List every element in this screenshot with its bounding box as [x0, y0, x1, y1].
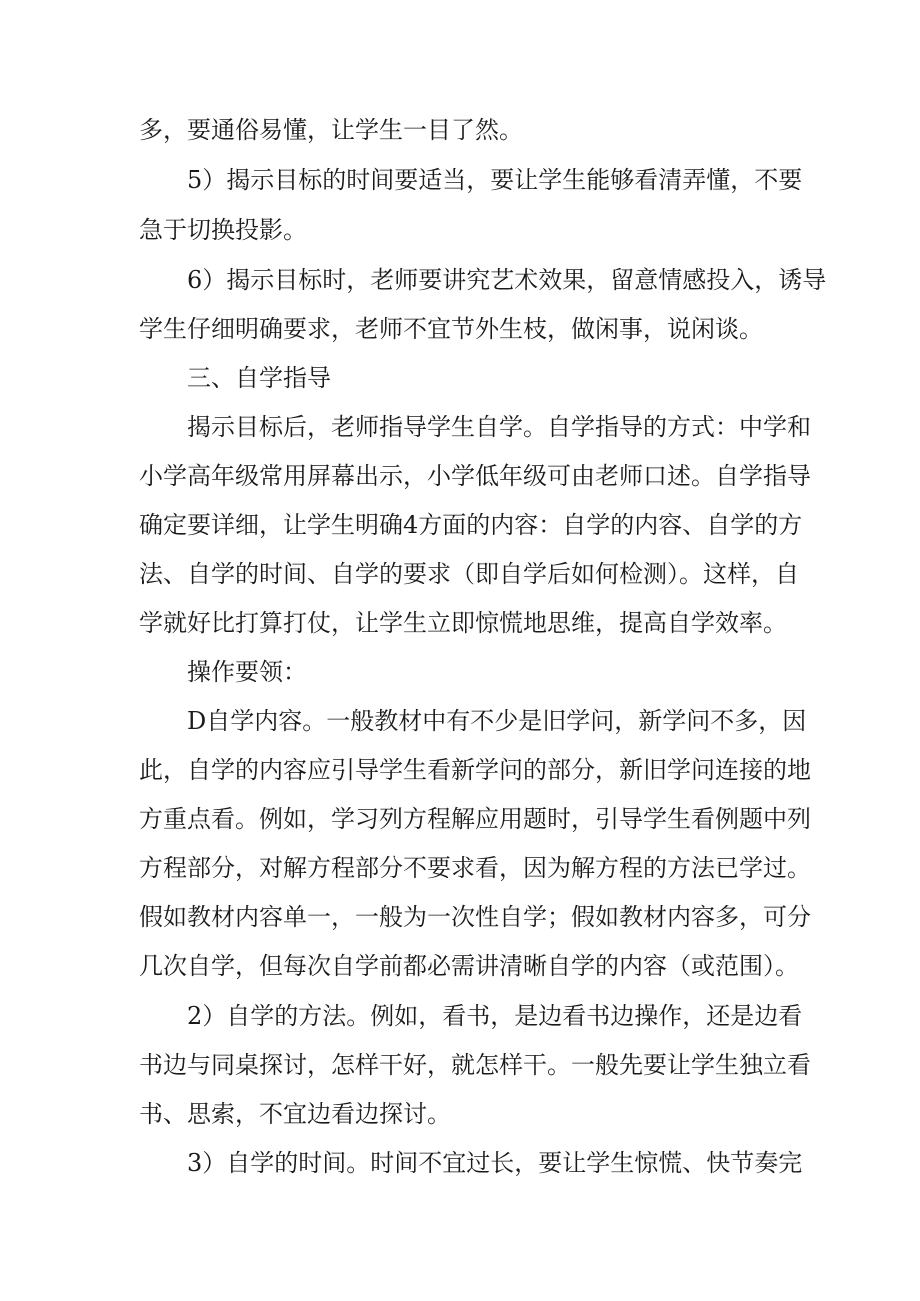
text-line-2: 5）揭示目标的时间要适当，要让学生能够看清弄懂，不要	[187, 166, 803, 194]
text-line-21: 书、思索，不宜边看边探讨。	[139, 1100, 451, 1128]
text-line-3: 急于切换投影。	[139, 216, 307, 244]
text-line-1: 多，要通俗易懂，让学生一目了然。	[139, 116, 523, 144]
text-line-13: D自学内容。一般教材中有不少是旧学问，新学问不多，因	[187, 707, 807, 735]
text-line-7: 揭示目标后，老师指导学生自学。自学指导的方式：中学和	[187, 413, 811, 441]
text-line-20: 书边与同桌探讨，怎样干好，就怎样干。一般先要让学生独立看	[139, 1051, 811, 1079]
text-line-4: 6）揭示目标时，老师要讲究艺术效果，留意情感投入，诱导	[187, 266, 827, 294]
text-line-10: 法、自学的时间、自学的要求（即自学后如何检测）。这样，自	[139, 560, 799, 588]
subheading-operation: 操作要领：	[187, 658, 307, 686]
text-line-8: 小学高年级常用屏幕出示，小学低年级可由老师口述。自学指导	[139, 462, 811, 490]
text-line-17: 假如教材内容单一，一般为一次性自学；假如教材内容多，可分	[139, 903, 811, 931]
text-line-5: 学生仔细明确要求，老师不宜节外生枝，做闲事，说闲谈。	[139, 315, 763, 343]
text-line-22: 3）自学的时间。时间不宜过长，要让学生惊慌、快节奏完	[187, 1149, 803, 1177]
text-line-14: 此，自学的内容应引导学生看新学问的部分，新旧学问连接的地	[139, 756, 811, 784]
text-line-15: 方重点看。例如，学习列方程解应用题时，引导学生看例题中列	[139, 805, 811, 833]
text-line-18: 几次自学，但每次自学前都必需讲清晰自学的内容（或范围）。	[139, 952, 799, 980]
text-line-11: 学就好比打算打仗，让学生立即惊慌地思维，提高自学效率。	[139, 609, 787, 637]
text-line-16: 方程部分，对解方程部分不要求看，因为解方程的方法已学过。	[139, 854, 811, 882]
text-line-9: 确定要详细，让学生明确4方面的内容：自学的内容、自学的方	[139, 511, 803, 539]
text-line-19: 2）自学的方法。例如，看书，是边看书边操作，还是边看	[187, 1002, 803, 1030]
section-heading: 三、自学指导	[187, 364, 331, 392]
